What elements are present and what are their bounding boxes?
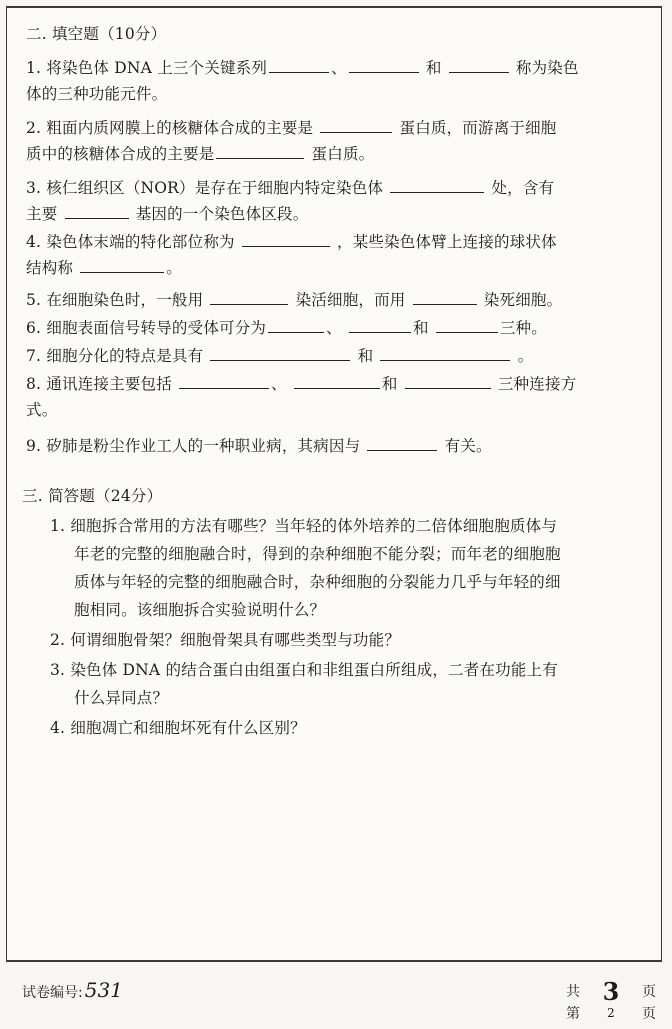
exam-code-label: 试卷编号: [22,985,83,1001]
total-pages-value: 3 [602,976,620,1006]
fill-question-3-cont [26,204,308,224]
question-text: ，某些染色体臂上连接的球状体 [337,233,557,251]
page-unit: 页 [641,1006,656,1022]
short-question-3-line-2: 什么异同点？ [74,689,169,707]
separator: 和 [425,59,442,77]
answer-blank[interactable] [405,374,491,389]
question-text: 蛋白质。 [311,145,375,163]
answer-blank[interactable] [242,232,330,247]
answer-blank[interactable] [436,318,498,333]
answer-blank[interactable] [294,374,380,389]
current-page-value: 2 [607,1006,615,1020]
answer-blank[interactable] [380,346,510,361]
fill-question-7 [26,346,533,366]
answer-blank[interactable] [320,118,392,133]
question-text: 三种连接方 [497,375,577,393]
answer-blank[interactable] [80,258,164,273]
page-unit: 页 [641,984,656,1000]
question-text: 9. 矽肺是粉尘作业工人的一种职业病，其病因与 [26,437,361,455]
answer-blank[interactable] [349,318,411,333]
question-text: 4. 染色体末端的特化部位称为 [26,233,235,251]
question-text: 7. 细胞分化的特点是具有 [26,347,204,365]
fill-question-5 [26,290,562,310]
answer-blank[interactable] [268,318,324,333]
fill-question-2-cont [26,144,374,164]
answer-blank[interactable] [210,346,350,361]
question-text: 有关。 [444,437,492,455]
question-text: 处，含有 [491,179,555,197]
section-3-title: 三. 简答题（24分） [22,487,163,505]
current-page-row [566,1002,656,1024]
question-text: 称为染色 [515,59,579,77]
answer-blank[interactable] [216,144,304,159]
answer-blank[interactable] [449,58,509,73]
answer-blank[interactable] [65,204,129,219]
short-question-1-line-2: 年老的完整的细胞融合时，得到的杂种细胞不能分裂；而年老的细胞胞 [74,545,561,563]
answer-blank[interactable] [179,374,269,389]
separator: 、 [326,319,342,337]
separator: 和 [381,375,398,393]
exam-code [22,978,123,1002]
fill-question-8 [26,374,576,394]
answer-blank[interactable] [210,290,288,305]
question-text: 5. 在细胞染色时，一般用 [26,291,204,309]
question-text: 染活细胞，而用 [295,291,406,309]
question-text: 基因的一个染色体区段。 [135,205,309,223]
current-label: 第 [566,1006,580,1022]
fill-question-1 [26,58,579,78]
fill-question-3 [26,178,554,198]
short-question-2: 2. 何谓细胞骨架？细胞骨架具有哪些类型与功能？ [50,631,401,649]
answer-blank[interactable] [413,290,477,305]
question-text: 三种。 [499,319,547,337]
short-question-4: 4. 细胞凋亡和细胞坏死有什么区别？ [50,719,306,737]
question-text: 1. 将染色体 DNA 上三个关键系列 [26,59,268,77]
question-text: 2. 粗面内质网膜上的核糖体合成的主要是 [26,119,314,137]
page-counter [566,976,656,1024]
question-text: 。 [517,347,534,365]
question-text: 8. 通讯连接主要包括 [26,375,172,393]
fill-question-4 [26,232,557,252]
question-text: 主要 [26,205,58,223]
total-label: 共 [566,984,580,1000]
short-question-1-line-1: 1. 细胞拆合常用的方法有哪些？当年轻的体外培养的二倍体细胞胞质体与 [50,517,558,535]
short-question-1-line-4: 胞相同。该细胞拆合实验说明什么？ [74,601,326,619]
separator: 和 [357,347,374,365]
answer-blank[interactable] [349,58,419,73]
short-question-3-line-1: 3. 染色体 DNA 的结合蛋白由组蛋白和非组蛋白所组成，二者在功能上有 [50,661,558,679]
question-text: 蛋白质，而游离于细胞 [399,119,557,137]
fill-question-2 [26,118,557,138]
question-text: 结构称 [26,259,74,277]
question-text: 质中的核糖体合成的主要是 [26,145,215,163]
fill-question-1-cont: 体的三种功能元件。 [26,85,168,103]
answer-blank[interactable] [269,58,329,73]
answer-blank[interactable] [367,436,437,451]
total-pages-row [566,976,656,1006]
fill-question-4-cont [26,258,182,278]
question-text: 。 [166,259,182,277]
section-2-title: 二. 填空题（10分） [26,25,167,43]
question-text: 3. 核仁组织区（NOR）是存在于细胞内特定染色体 [26,179,384,197]
separator: 、 [331,59,347,77]
separator: 和 [412,319,429,337]
exam-code-value: 531 [84,978,123,1002]
fill-question-9 [26,436,492,456]
question-text: 染死细胞。 [483,291,563,309]
fill-question-6 [26,318,547,338]
separator: 、 [271,375,287,393]
short-question-1-line-3: 质体与年轻的完整的细胞融合时，杂种细胞的分裂能力几乎与年轻的细 [74,573,561,591]
fill-question-8-cont: 式。 [26,401,58,419]
question-text: 6. 细胞表面信号转导的受体可分为 [26,319,267,337]
answer-blank[interactable] [390,178,484,193]
